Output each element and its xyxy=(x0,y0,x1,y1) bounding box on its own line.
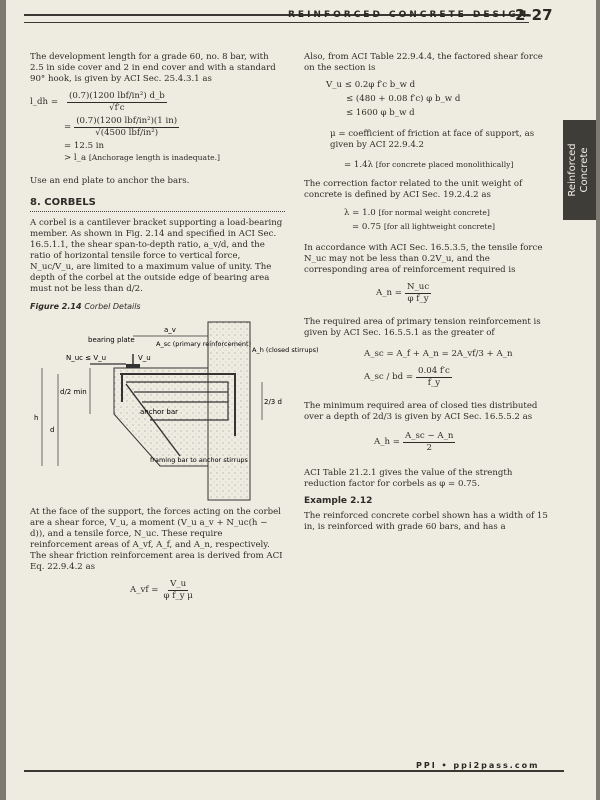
paragraph: Also, from ACI Table 22.9.4.4, the factored shear force on the section is xyxy=(304,52,543,73)
eq-lhs: A_sc / bd = xyxy=(364,372,414,382)
side-tab-label xyxy=(563,120,600,220)
label-vu: V_u xyxy=(138,354,151,362)
eq-result: = 12.5 in xyxy=(64,141,105,151)
equation-an xyxy=(376,282,554,305)
mu-note: [for concrete placed monolithically] xyxy=(375,160,514,169)
mu-definition: μ = coefficient of friction at face of support, as given by ACI 22.9.4.2 xyxy=(330,129,535,150)
paragraph: The development length for a grade 60, no. 8 bar, with 2.5 in side cover and 2 in end cover and with a standard 90° hook, is given by ACI Sec. 25.4.3.1 as xyxy=(30,52,276,84)
corbel-body xyxy=(114,368,208,466)
frac-den: √(4500 lbf/in²) xyxy=(95,128,159,138)
fraction xyxy=(416,366,452,389)
label-d: d xyxy=(50,426,55,434)
figure-caption xyxy=(30,301,285,312)
book-page xyxy=(6,0,596,800)
frac-num: A_sc − A_n xyxy=(404,431,454,441)
equation-vu xyxy=(326,80,554,119)
eq-lhs: A_h = xyxy=(374,437,400,447)
frac-den: φ f_y μ xyxy=(163,591,193,601)
frac-num: V_u xyxy=(170,579,187,589)
section-title: 8. CORBELS xyxy=(30,197,96,208)
eq-lhs: A_vf = xyxy=(130,585,159,595)
eq-lhs: A_n = xyxy=(376,288,402,298)
page-number: 2-27 xyxy=(515,6,553,24)
frac-den: f_y xyxy=(427,378,441,388)
equation-avf xyxy=(130,579,285,602)
lambda-light: = 0.75 xyxy=(352,222,382,232)
lambda-normal: λ = 1.0 xyxy=(344,208,376,218)
column-body xyxy=(208,322,250,500)
section-rule xyxy=(30,211,285,212)
footer-rule xyxy=(24,770,564,772)
corbel-figure xyxy=(30,316,319,501)
label-two-thirds-d: 2/3 d xyxy=(264,398,282,406)
paragraph: Use an end plate to anchor the bars. xyxy=(30,176,190,186)
label-framing-bar: framing bar to anchor stirrups xyxy=(150,456,248,464)
figure-label: Figure 2.14 xyxy=(30,302,82,311)
frac-num: N_uc xyxy=(406,282,430,292)
running-head: REINFORCED CONCRETE DESIGN xyxy=(288,10,530,20)
frac-den: φ f_y xyxy=(407,294,429,304)
paragraph: The reinforced concrete corbel shown has a width of 15 in, is reinforced with grade 60 bars, and has a xyxy=(304,511,548,532)
paragraph: In accordance with ACI Sec. 16.5.3.5, the tensile force N_uc may not be less than 0.2V_u, and the corresponding area of reinforcement required is xyxy=(304,243,543,275)
frac-num: (0.7)(1200 lbf/in²) d_b xyxy=(69,91,165,101)
figure-title: Corbel Details xyxy=(84,302,141,311)
paragraph: At the face of the support, the forces acting on the corbel are a shear force, V_u, a moment (V_u a_v + N_uc(h − d)), and a tensile force, N_uc. These require reinforcement areas of A_vf, A_f, and A_n, respectively. The shear friction reinforcement area is derived from ACI Eq. 22.9.4.2 as xyxy=(30,507,283,572)
paragraph: The minimum required area of closed ties distributed over a depth of 2d/3 is given by ACI Sec. 16.5.5.2 as xyxy=(304,401,538,422)
lambda-normal-note: [for normal weight concrete] xyxy=(378,208,490,217)
label-anchor-bar: anchor bar xyxy=(140,408,179,416)
header-rule-thin xyxy=(24,22,529,23)
right-column xyxy=(304,52,554,539)
example-title: Example 2.12 xyxy=(304,496,373,506)
equation-ah xyxy=(374,431,554,454)
paragraph: ACI Table 21.2.1 gives the value of the strength reduction factor for corbels as φ = 0.75. xyxy=(304,468,513,489)
paragraph: The correction factor related to the unit weight of concrete is defined by ACI Sec. 19.2.4.2 as xyxy=(304,179,523,200)
label-nuc: N_uc ≤ V_u xyxy=(66,354,107,362)
frac-num: 0.04 f′c xyxy=(418,366,450,376)
label-primary-reinforcement: A_sc (primary reinforcement) xyxy=(156,340,252,348)
label-d2-min: d/2 min xyxy=(60,388,87,396)
lambda-light-note: [for all lightweight concrete] xyxy=(383,222,495,231)
label-h: h xyxy=(34,414,39,422)
eq-line: ≤ (480 + 0.08 f′c) φ b_w d xyxy=(346,94,461,104)
label-av: a_v xyxy=(164,326,176,334)
eq-lhs: l_dh = xyxy=(30,97,59,107)
fraction xyxy=(67,91,167,114)
left-column xyxy=(30,52,319,604)
paragraph: A corbel is a cantilever bracket supporting a load-bearing member. As shown in Fig. 2.14 and specified in ACI Sec. 16.5.1.1, the shear span-to-depth ratio, a_v/d, and the ratio of horizontal tensile force to vertical force, N_uc/V_u, are limited to a maximum value of unity. The depth of the corbel at the outside edge of bearing area must not be less than d/2. xyxy=(30,218,283,294)
mu-value: = 1.4λ xyxy=(344,160,374,170)
fraction xyxy=(74,116,179,139)
frac-num: (0.7)(1200 lbf/in²)(1 in) xyxy=(76,116,178,126)
fraction xyxy=(405,282,431,305)
eq-compare: > l_a xyxy=(64,153,87,163)
side-tab xyxy=(563,120,596,220)
paragraph: The required area of primary tension reinforcement is given by ACI Sec. 16.5.5.1 as the greater of xyxy=(304,317,541,338)
eq-line: ≤ 1600 φ b_w d xyxy=(346,108,415,118)
equation-ldh: l_dh = $\frac{\text{(0.7)(1200 lbf/in²) d\_b}}{√f'c}$ = $\frac{\text{(0.7)(1200 lbf/in²)(1 in)}}{\text{√(4500 lbf/in²)}}$ = 12.5 in > l_a [Anchorage length is inadequate.] xyxy=(30,91,285,164)
equation-asc2 xyxy=(364,366,554,389)
frac-den: √f′c xyxy=(109,103,125,113)
eq-line: V_u ≤ 0.2φ f′c b_w d xyxy=(326,80,416,90)
frac-den: 2 xyxy=(426,443,432,453)
side-tab-line1: Reinforced xyxy=(567,143,578,197)
eq-note: [Anchorage length is inadequate.] xyxy=(88,153,220,162)
label-closed-stirrups: A_h (closed stirrups) xyxy=(252,346,319,354)
label-bearing-plate: bearing plate xyxy=(88,336,135,344)
equation-asc1: A_sc = A_f + A_n = 2A_vf/3 + A_n xyxy=(364,349,513,359)
fraction xyxy=(403,431,455,454)
side-tab-line2: Concrete xyxy=(579,147,590,193)
fraction xyxy=(161,579,194,602)
footer-text: PPI • ppi2pass.com xyxy=(416,761,540,770)
